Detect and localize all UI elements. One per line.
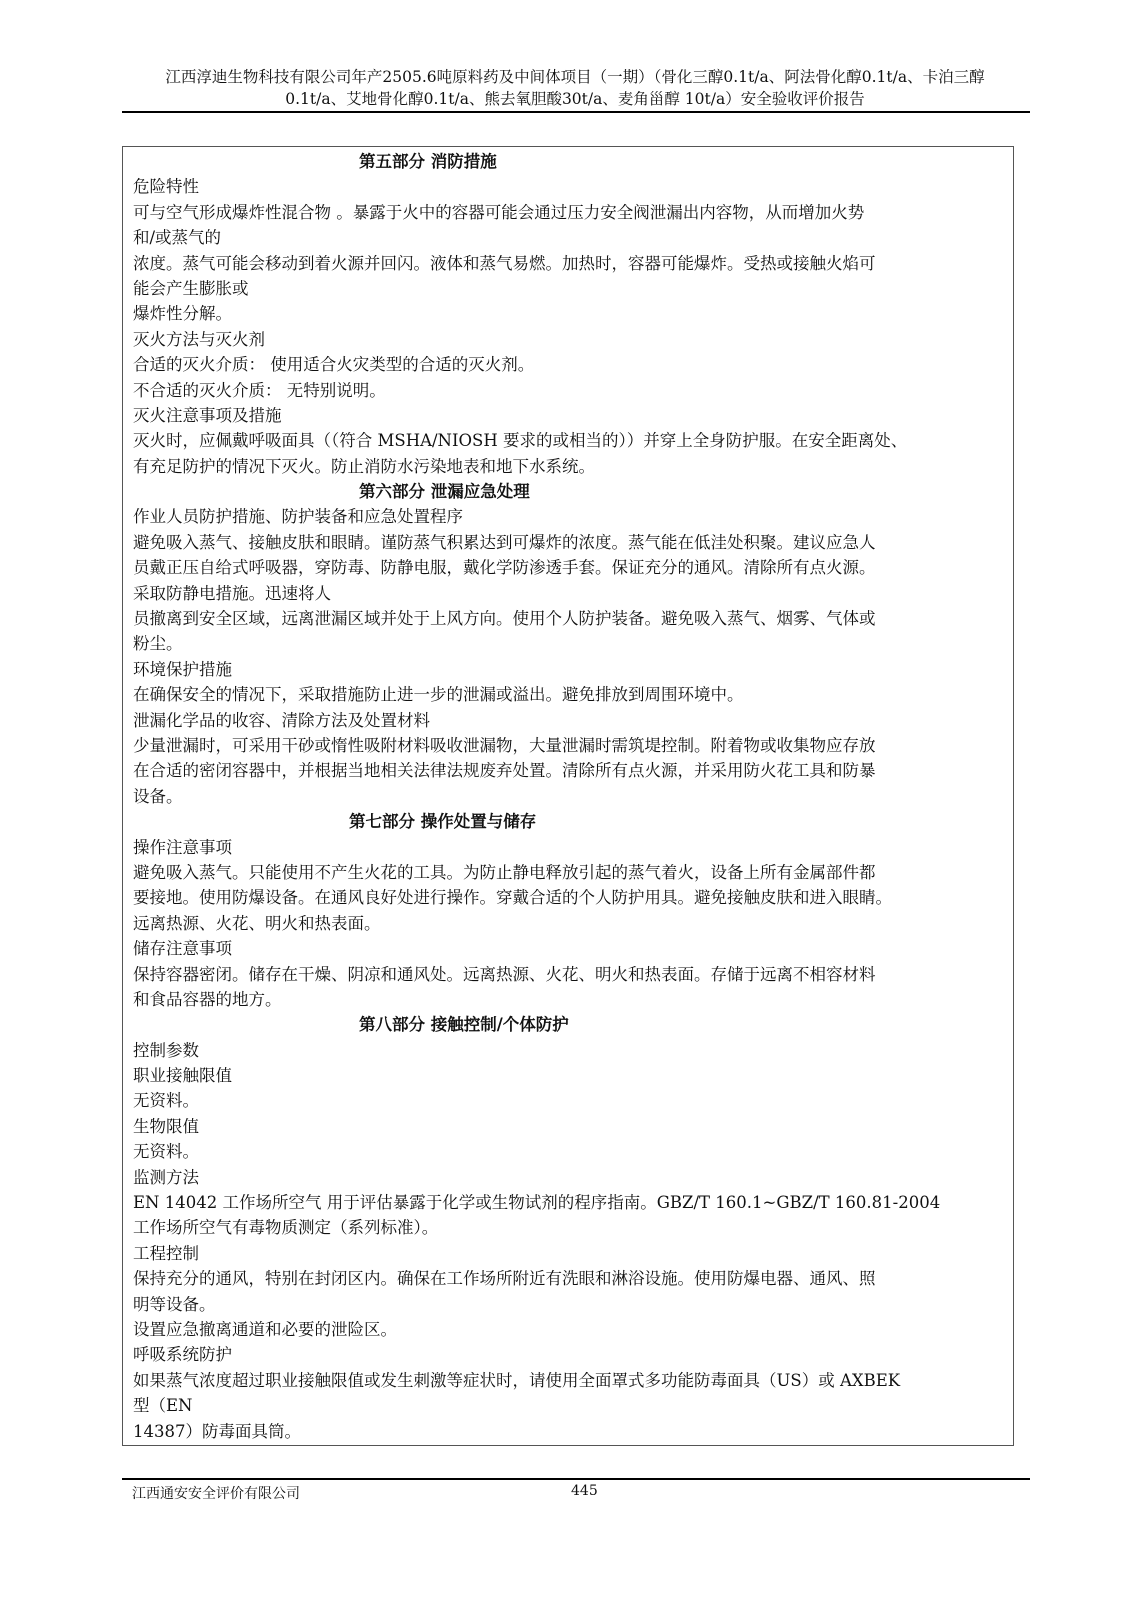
header-line-2: 0.1t/a、艾地骨化醇0.1t/a、熊去氧胆酸30t/a、麦角甾醇 10t/a）安全验收评价报告 — [285, 90, 865, 108]
section-heading: 第五部分 消防措施 — [359, 152, 497, 171]
text-line: 灭火注意事项及措施 — [133, 405, 282, 425]
text-line: 粉尘。 — [133, 634, 183, 654]
text-line: 和/或蒸气的 — [133, 228, 222, 248]
text-line: 设置应急撤离通道和必要的泄险区。 — [133, 1319, 397, 1339]
text-line: 和食品容器的地方。 — [133, 989, 282, 1009]
content-lines — [133, 149, 940, 1444]
text-line: 职业接触限值 — [133, 1066, 232, 1086]
text-line: 保持容器密闭。储存在干燥、阴凉和通风处。远离热源、火花、明火和热表面。存储于远离不相容材料 — [133, 964, 876, 984]
text-line: 无资料。 — [133, 1091, 199, 1111]
text-line: 工作场所空气有毒物质测定（系列标准）。 — [133, 1218, 439, 1238]
text-line: 爆炸性分解。 — [133, 304, 232, 324]
text-line: 工程控制 — [133, 1243, 199, 1263]
text-line: 如果蒸气浓度超过职业接触限值或发生刺激等症状时，请使用全面罩式多功能防毒面具（US）或 AXBEK — [133, 1370, 901, 1390]
page-number: 445 — [571, 1483, 598, 1499]
text-line: 员戴正压自给式呼吸器，穿防毒、防静电服，戴化学防渗透手套。保证充分的通风。清除所有点火源。 — [133, 558, 876, 578]
text-line: 灭火方法与灭火剂 — [133, 329, 265, 349]
text-line: 浓度。蒸气可能会移动到着火源并回闪。液体和蒸气易燃。加热时，容器可能爆炸。受热或接触火焰可 — [133, 253, 876, 273]
text-line: 员撤离到安全区域，远离泄漏区域并处于上风方向。使用个人防护装备。避免吸入蒸气、烟雾、气体或 — [133, 609, 876, 629]
text-line: 控制参数 — [133, 1040, 199, 1060]
text-line: 灭火时，应佩戴呼吸面具（（符合 MSHA/NIOSH 要求的或相当的））并穿上全身防护服。在安全距离处、 — [133, 431, 908, 451]
text-line: 远离热源、火花、明火和热表面。 — [133, 913, 381, 933]
text-line: 少量泄漏时，可采用干砂或惰性吸附材料吸收泄漏物，大量泄漏时需筑堤控制。附着物或收集物应存放 — [133, 735, 876, 755]
text-line: 有充足防护的情况下灭火。防止消防水污染地表和地下水系统。 — [133, 456, 595, 476]
text-line: 泄漏化学品的收容、清除方法及处置材料 — [133, 710, 430, 730]
text-line: 明等设备。 — [133, 1294, 216, 1314]
text-line: 能会产生膨胀或 — [133, 278, 249, 298]
text-line: 作业人员防护措施、防护装备和应急处置程序 — [133, 507, 463, 527]
text-line: 设备。 — [133, 786, 183, 806]
text-line: 要接地。使用防爆设备。在通风良好处进行操作。穿戴合适的个人防护用具。避免接触皮肤和进入眼睛。 — [133, 888, 892, 908]
text-line: 14387）防毒面具筒。 — [133, 1421, 301, 1441]
text-line: 在合适的密闭容器中，并根据当地相关法律法规废弃处置。清除所有点火源，并采用防火花工具和防暴 — [133, 761, 876, 781]
text-line: 无资料。 — [133, 1142, 199, 1162]
text-line: EN 14042 工作场所空气 用于评估暴露于化学或生物试剂的程序指南。GBZ/T 160.1~GBZ/T 160.81-2004 — [133, 1193, 941, 1213]
header-rule — [122, 111, 1030, 113]
text-line: 避免吸入蒸气。只能使用不产生火花的工具。为防止静电释放引起的蒸气着火，设备上所有金属部件都 — [133, 862, 876, 882]
text-line: 环境保护措施 — [133, 659, 232, 679]
text-line: 合适的灭火介质： 使用适合火灾类型的合适的灭火剂。 — [133, 355, 535, 375]
running-header — [120, 66, 1030, 110]
text-line: 操作注意事项 — [133, 837, 232, 857]
text-line: 在确保安全的情况下，采取措施防止进一步的泄漏或溢出。避免排放到周围环境中。 — [133, 685, 744, 705]
text-line: 采取防静电措施。迅速将人 — [133, 583, 331, 603]
text-line: 保持充分的通风，特别在封闭区内。确保在工作场所附近有洗眼和淋浴设施。使用防爆电器、通风、照 — [133, 1269, 876, 1289]
text-line: 可与空气形成爆炸性混合物 。暴露于火中的容器可能会通过压力安全阀泄漏出内容物，从而增加火势 — [133, 202, 865, 222]
section-heading: 第六部分 泄漏应急处理 — [359, 482, 530, 502]
content-table-cell — [122, 146, 1014, 1446]
footer-rule — [122, 1478, 1030, 1480]
text-line: 危险特性 — [133, 177, 199, 197]
text-line: 储存注意事项 — [133, 939, 232, 959]
text-line: 生物限值 — [133, 1116, 199, 1136]
header-line-1: 江西淳迪生物科技有限公司年产2505.6吨原料药及中间体项目（一期）（骨化三醇0.1t/a、阿法骨化醇0.1t/a、卡泊三醇 — [165, 68, 985, 86]
footer-company: 江西通安安全评价有限公司 — [132, 1486, 300, 1502]
section-heading: 第七部分 操作处置与储存 — [349, 812, 537, 832]
text-line: 监测方法 — [133, 1167, 199, 1187]
text-line: 呼吸系统防护 — [133, 1345, 232, 1365]
section-heading: 第八部分 接触控制/个体防护 — [359, 1015, 569, 1035]
text-line: 不合适的灭火介质： 无特别说明。 — [133, 380, 386, 400]
text-line: 型（EN — [133, 1396, 193, 1416]
text-line: 避免吸入蒸气、接触皮肤和眼睛。谨防蒸气积累达到可爆炸的浓度。蒸气能在低洼处积聚。建议应急人 — [133, 532, 876, 552]
